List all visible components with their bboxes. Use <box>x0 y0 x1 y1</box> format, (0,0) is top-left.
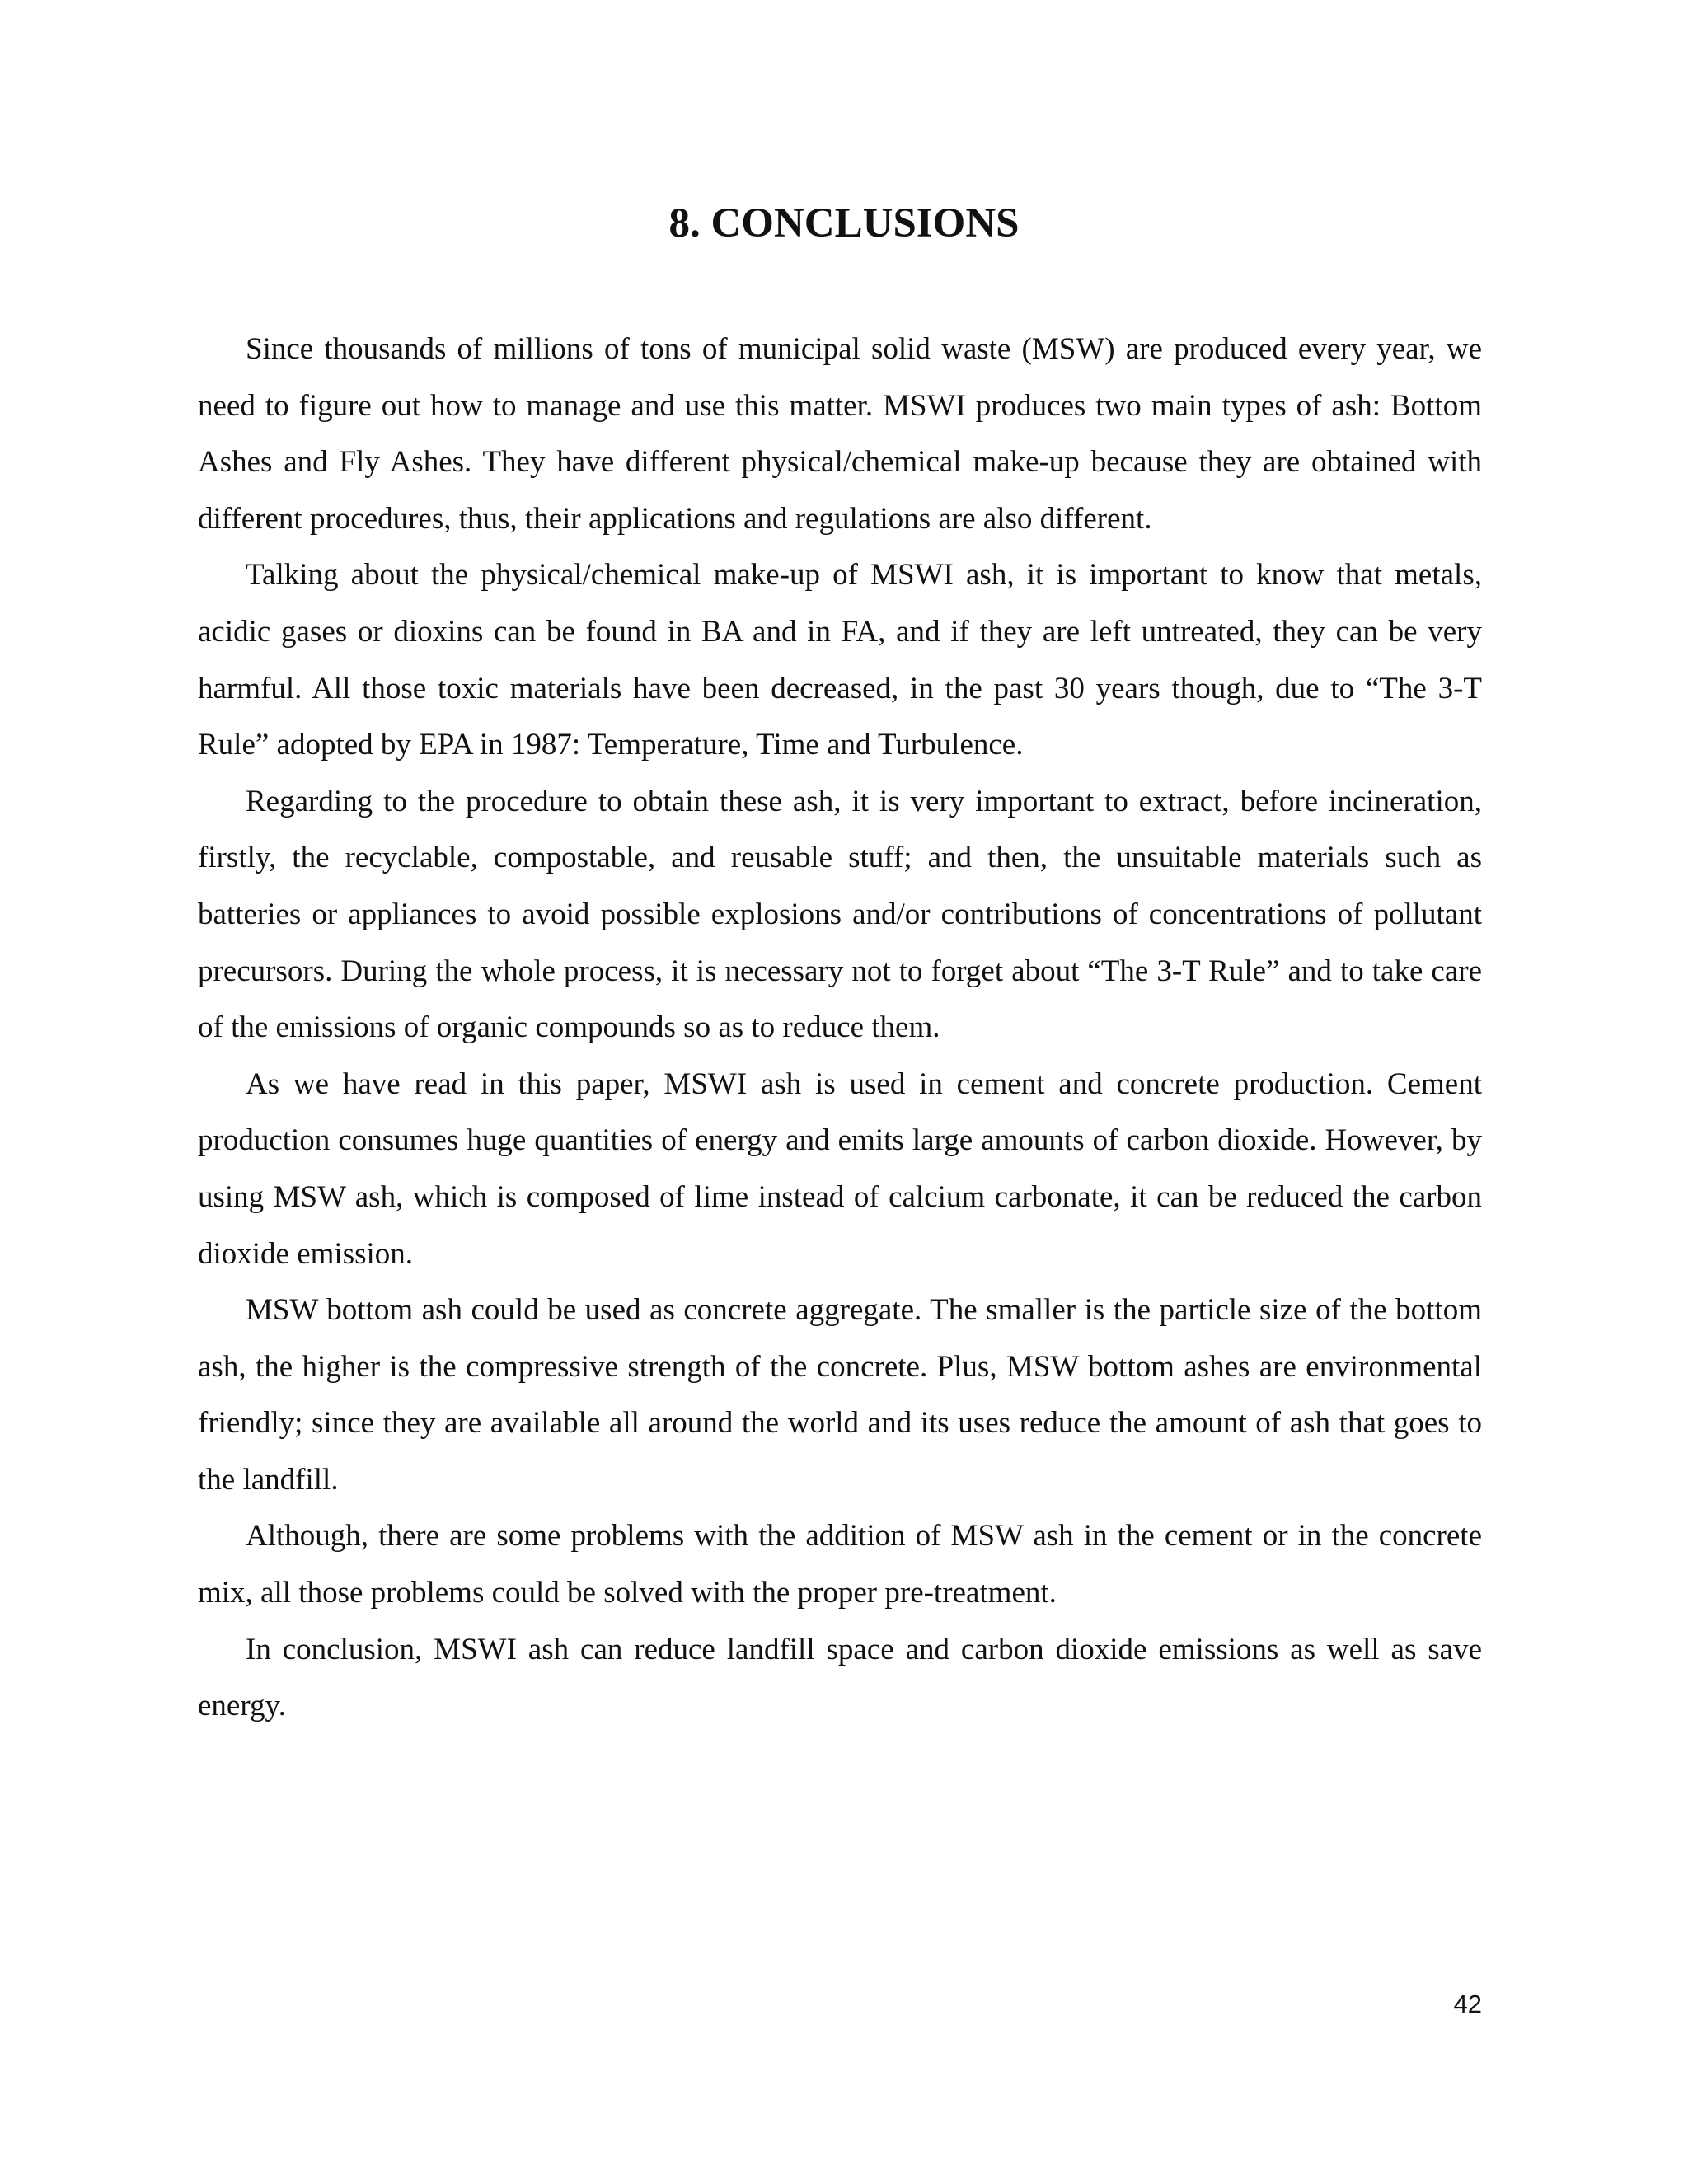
paragraph: Although, there are some problems with the addition of MSW ash in the cement or in the concrete mix, all those problems could be solved with the proper pre-treatment. <box>198 1519 1482 1610</box>
page-title: 8. CONCLUSIONS <box>668 200 1020 246</box>
page-number: 42 <box>1453 1990 1482 2018</box>
paragraph: Since thousands of millions of tons of municipal solid waste (MSW) are produced every year, we need to figure out how to manage and use this matter. MSWI produces two main types of ash: Bottom Ashes and Fly Ashes. They have different physical/chemical make-up because they are obtained with different procedures, thus, their applications and regulations are also different. <box>198 332 1482 536</box>
body-text <box>198 321 1482 1735</box>
paragraph: Regarding to the procedure to obtain these ash, it is very important to extract, before incineration, firstly, the recyclable, compostable, and reusable stuff; and then, the unsuitable materials such as batteries or appliances to avoid possible explosions and/or contributions of concentrations of pollutant precursors. During the whole process, it is necessary not to forget about “The 3-T Rule” and to take care of the emissions of organic compounds so as to reduce them. <box>198 784 1482 1045</box>
paragraph: MSW bottom ash could be used as concrete aggregate. The smaller is the particle size of the bottom ash, the higher is the compressive strength of the concrete. Plus, MSW bottom ashes are environmental friendly; since they are available all around the world and its uses reduce the amount of ash that goes to the landfill. <box>198 1293 1482 1497</box>
paragraph: As we have read in this paper, MSWI ash is used in cement and concrete production. Cement production consumes huge quantities of energy and emits large amounts of carbon dioxide. However, by using MSW ash, which is composed of lime instead of calcium carbonate, it can be reduced the carbon dioxide emission. <box>198 1066 1482 1271</box>
paragraph: Talking about the physical/chemical make-up of MSWI ash, it is important to know that metals, acidic gases or dioxins can be found in BA and in FA, and if they are left untreated, they can be very harmful. All those toxic materials have been decreased, in the past 30 years though, due to “The 3-T Rule” adopted by EPA in 1987: Temperature, Time and Turbulence. <box>198 558 1482 762</box>
paragraph: In conclusion, MSWI ash can reduce landfill space and carbon dioxide emissions as well as save energy. <box>198 1632 1482 1723</box>
